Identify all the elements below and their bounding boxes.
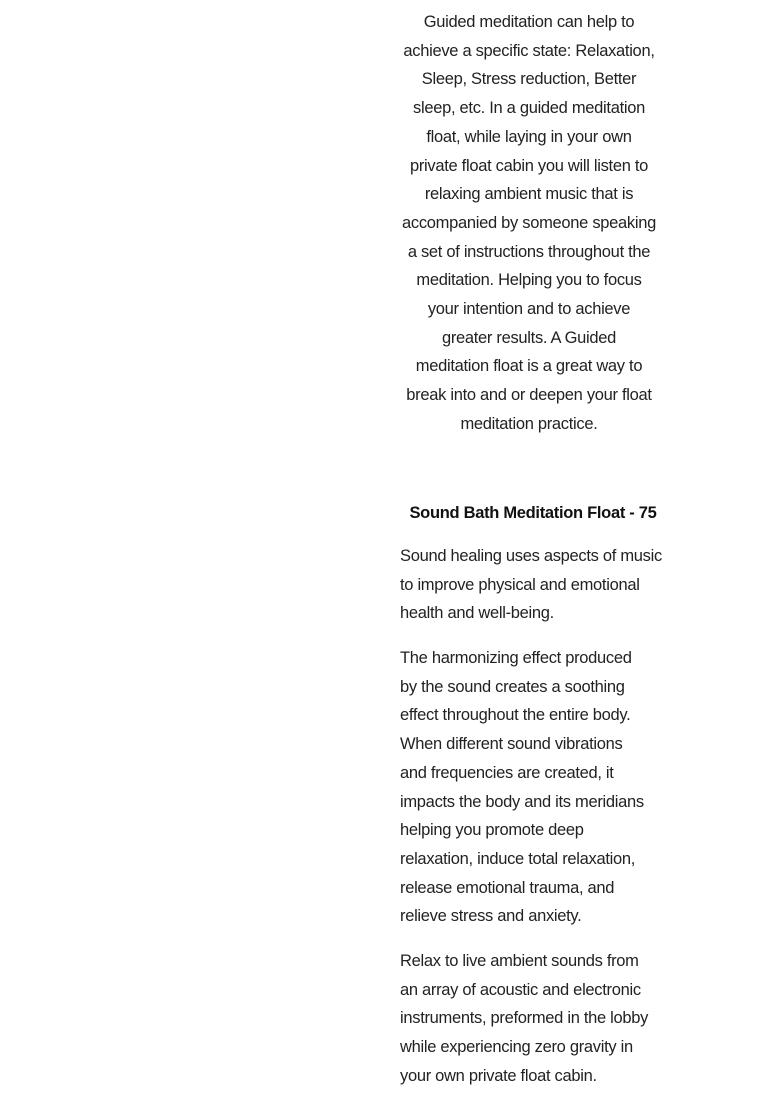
guided-meditation-description	[400, 8, 658, 439]
text-line: helping you promote deep	[400, 821, 584, 840]
text-line: to improve physical and emotional	[400, 575, 640, 594]
text-line: release emotional trauma, and	[400, 878, 615, 897]
text-line: a set of instructions throughout the	[407, 242, 651, 261]
text-line: achieve a specific state: Relaxation,	[403, 41, 655, 60]
text-line: meditation. Helping you to focus	[416, 271, 642, 290]
text-line: Guided meditation can help to	[423, 13, 635, 31]
text-line: meditation float is a great way to	[415, 357, 643, 376]
text-line: Relax to live ambient sounds from	[400, 952, 639, 970]
text-line: an array of acoustic and electronic	[400, 980, 641, 999]
text-line: Sleep, Stress reduction, Better	[421, 70, 637, 89]
text-line: instruments, preformed in the lobby	[400, 1009, 649, 1028]
text-line: relieve stress and anxiety.	[400, 907, 582, 926]
text-line: greater results. A Guided	[441, 328, 617, 347]
text-line: and frequencies are created, it	[400, 763, 614, 782]
text-line: private float cabin you will listen to	[409, 156, 649, 175]
text-line: health and well-being.	[400, 604, 554, 623]
text-line: float, while laying in your own	[426, 127, 632, 146]
text-line: relaxation, induce total relaxation,	[400, 849, 636, 868]
text-line: effect throughout the entire body.	[400, 706, 631, 725]
text-line: sleep, etc. In a guided meditation	[413, 99, 645, 118]
sound-bath-paragraph-1	[400, 542, 662, 628]
text-line: Sound healing uses aspects of music	[400, 547, 662, 565]
text-line: relaxing ambient music that is	[424, 185, 634, 204]
text-line: The harmonizing effect produced	[400, 649, 632, 667]
text-line: meditation practice.	[460, 414, 598, 433]
sound-bath-paragraph-3	[400, 947, 658, 1091]
text-line: your intention and to achieve	[427, 300, 631, 319]
sound-bath-paragraph-2	[400, 644, 658, 931]
text-line: break into and or deepen your float	[406, 386, 652, 405]
text-line: accompanied by someone speaking	[402, 213, 656, 232]
text-line: When different sound vibrations	[400, 735, 623, 754]
text-line: impacts the body and its meridians	[400, 792, 644, 811]
sound-bath-heading: Sound Bath Meditation Float - 75	[409, 504, 657, 522]
text-line: by the sound creates a soothing	[400, 677, 625, 696]
text-line: while experiencing zero gravity in	[400, 1038, 633, 1057]
text-line: your own private float cabin.	[400, 1066, 597, 1085]
